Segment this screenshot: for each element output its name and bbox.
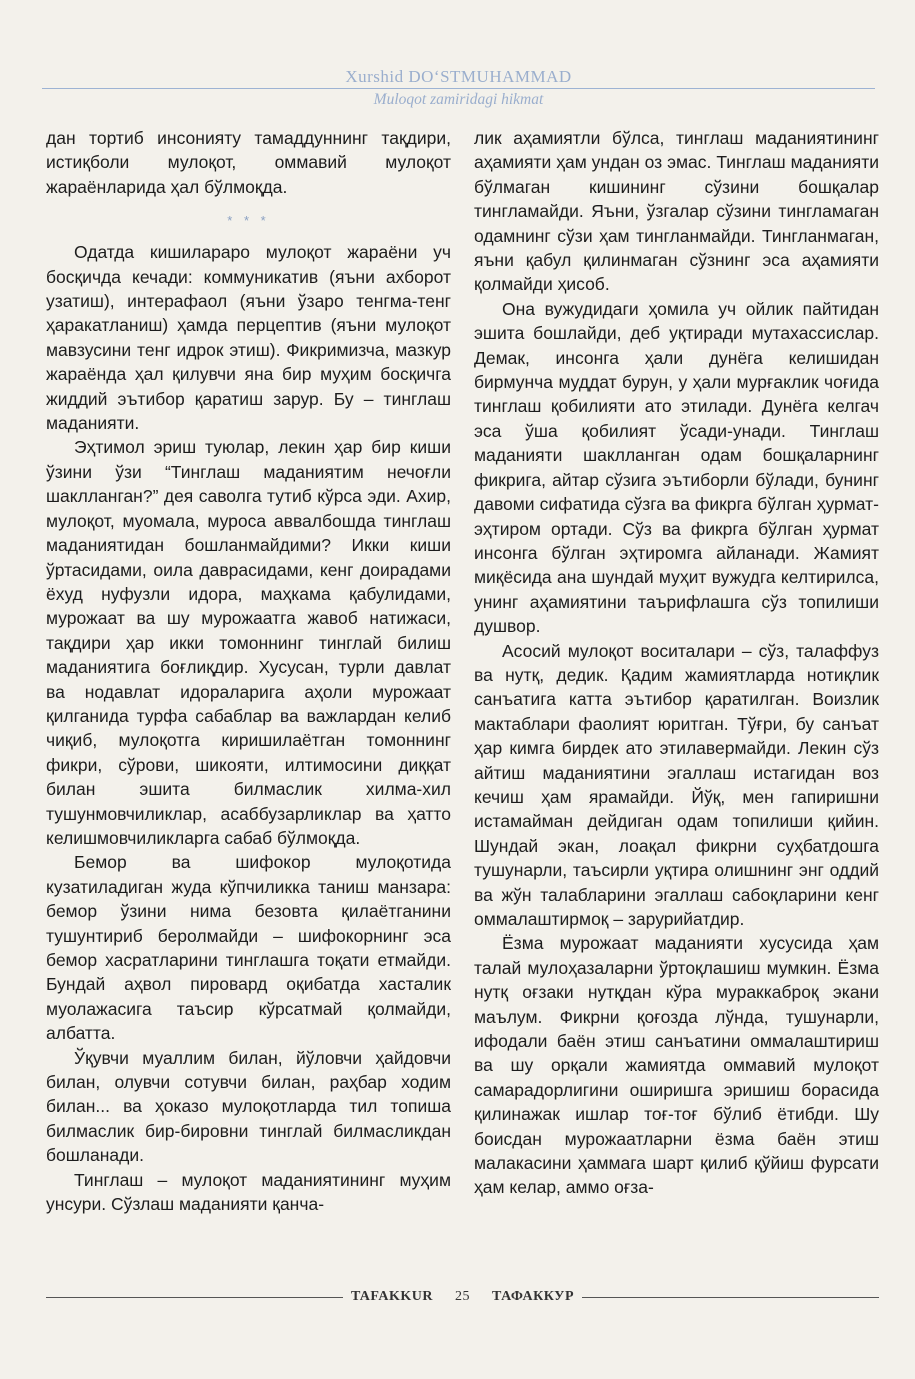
paragraph: Тинглаш – мулоқот маданиятининг муҳим унсури. Сўзлаш маданияти қанча- bbox=[46, 1169, 451, 1215]
running-header bbox=[42, 66, 875, 109]
header-rule bbox=[42, 88, 875, 89]
right-column bbox=[474, 126, 879, 1200]
section-separator: * * * bbox=[227, 213, 270, 229]
paragraph: Ўқувчи муаллим билан, йўловчи ҳайдовчи билан, олувчи сотувчи билан, раҳбар ходим билан... ва ҳоказо мулоқотларда тил топиша билмаслик бир-бировни тинглай билмасликдан бошланади. bbox=[46, 1047, 451, 1166]
paragraph: Эҳтимол эриш туюлар, лекин ҳар бир киши ўзини ўзи “Тинглаш маданиятим нечоғли шаклланган?” дея саволга тутиб кўрса эди. Ахир, мулоқот, муомала, муроса аввалбошда тинглаш маданиятидан бошланмайдими? Икки киши ўртасидами, оила даврасидами, кенг доирадами ёхуд нуфузли идора, маҳкама қабулидами, мурожаат ва шу мурожаатга жавоб натижаси, тақдири ҳар икки томоннинг тинглай билиш маданиятига боғлиқдир. Хусусан, турли давлат ва нодавлат идораларига аҳоли мурожаат қилганида турфа сабаблар ва важлардан келиб чиқиб, мулоқотга киришилаётган томоннинг фикри, сўрови, шикояти, илтимосини диққат билан эшита билмаслик хилма-хил тушунмовчиликлар, асаббузарликлар ва ҳатто келишмовчиликларга сабаб бўлмоқда. bbox=[46, 437, 451, 848]
paragraph: Она вужудидаги ҳомила уч ойлик пайтидан эшита бошлайди, деб уқтиради мутахассислар. Демак, инсонга ҳали дунёга келишидан бирмунча муддат бурун, у ҳали мурғаклик чоғида тинглаш қобилияти ато этилади. Дунёга келгач эса ўша қобилият ўсади-унади. Тинглаш маданияти шаклланган одам бошқаларнинг фикрига, айтар сўзига эътиборли бўлади, бунинг давоми сифатида сўзга ва фикрга бўлган ҳурмат-эҳтиром ортади. Сўз ва фикрга бўлган ҳурмат инсонга бўлган эҳтиромга айланади. Жамият миқёсида ана шундай муҳит вужудга келтирилса, унинг аҳамиятини таърифлашга сўз топилиши душвор. bbox=[474, 298, 879, 637]
header-subtitle: Muloqot zamiridagi hikmat bbox=[373, 91, 544, 108]
paragraph: Асосий мулоқот воситалари – сўз, талаффуз ва нутқ, дедик. Қадим жамиятларда нотиқлик санъатига катта эътибор қаратилган. Воизлик мактаблари фаолият юритган. Тўғри, бу санъат ҳар кимга бирдек ато этилавермайди. Лекин сўз айтиш маданиятини эгаллаш истагидан воз кечиш ҳам ярамайди. Йўқ, мен гапиришни истамайман дейдиган одам топилиши қийин. Шундай экан, лоақал фикрни суҳбатдошга тушунарли, таъсирли уқтира олишнинг энг оддий ва жўн талабларини эгаллаш сабоқларини кенг оммалаштирмоқ – зарурийатдир. bbox=[474, 640, 879, 929]
paragraph: Бемор ва шифокор мулоқотида кузатиладиган жуда кўпчиликка таниш манзара: бемор ўзини нима безовта қилаётганини тушунтириб беролмайди – шифокорнинг эса бемор хасратларини тинглашга тоқати етмайди. Бундай аҳвол пировард оқибатда хасталик муолажасига таъсир кўрсатмай қолмайди, албатта. bbox=[46, 852, 451, 1044]
header-author: Xurshid DO‘STMUHAMMAD bbox=[345, 67, 572, 86]
paragraph: Одатда кишилараро мулоқот жараёни уч босқичда кечади: коммуникатив (яъни ахборот узатиш), интерафаол (яъни ўзаро тенгма-тенг ҳаракатланиш) ҳамда перцептив (яъни мулоқот мавзусини тенг идрок этиш). Фикримизча, мазкур жараёнда ҳал қилувчи яна бир муҳим босқичга жиддий эътибор қаратиш зарур. Бу – тинглаш маданияти. bbox=[46, 242, 451, 434]
footer-journal-cyrillic: ТАФАККУР bbox=[492, 1289, 575, 1304]
paragraph: Ёзма мурожаат маданияти хусусида ҳам талай мулоҳазаларни ўртоқлашиш мумкин. Ёзма нутқ оғзаки нутқдан кўра мураккаброқ экани маълум. Фикрни қоғозда лўнда, тушунарли, ифодали баён этиш санъатини оммалаштириш ва шу орқали жамиятда оммавий мулоқот самарадорлигини оширишга эришиш борасида қилинажак ишлар тоғ-тоғ бўлиб ётибди. Шу боисдан мурожаатларни ёзма баён этиш малакасини ҳаммага шарт қилиб қўйиш фурсати ҳам келар, аммо оғза- bbox=[474, 933, 879, 1198]
left-column bbox=[46, 126, 451, 1216]
page-number: 25 bbox=[455, 1289, 471, 1304]
footer-journal-latin: TAFAKKUR bbox=[350, 1289, 434, 1304]
paragraph: лик аҳамиятли бўлса, тинглаш маданиятининг аҳамияти ҳам ундан оз эмас. Тинглаш маданияти бўлмаган кишининг сўзини бошқалар тингламайди. Яъни, ўзгалар сўзини тингламаган одамнинг сўзи ҳам тингланмайди. Тингланмаган, яъни қабул қилинмаган сўзнинг эса аҳамияти қолмайди ҳисоб. bbox=[474, 128, 879, 295]
page-footer bbox=[46, 1287, 879, 1307]
footer-rule-right bbox=[582, 1297, 879, 1298]
footer-rule-left bbox=[46, 1297, 343, 1298]
paragraph: дан тортиб инсониятy тамаддуннинг тақдири, истиқболи мулоқот, оммавий мулоқот жараёнларида ҳал бўлмоқда. bbox=[46, 128, 451, 197]
